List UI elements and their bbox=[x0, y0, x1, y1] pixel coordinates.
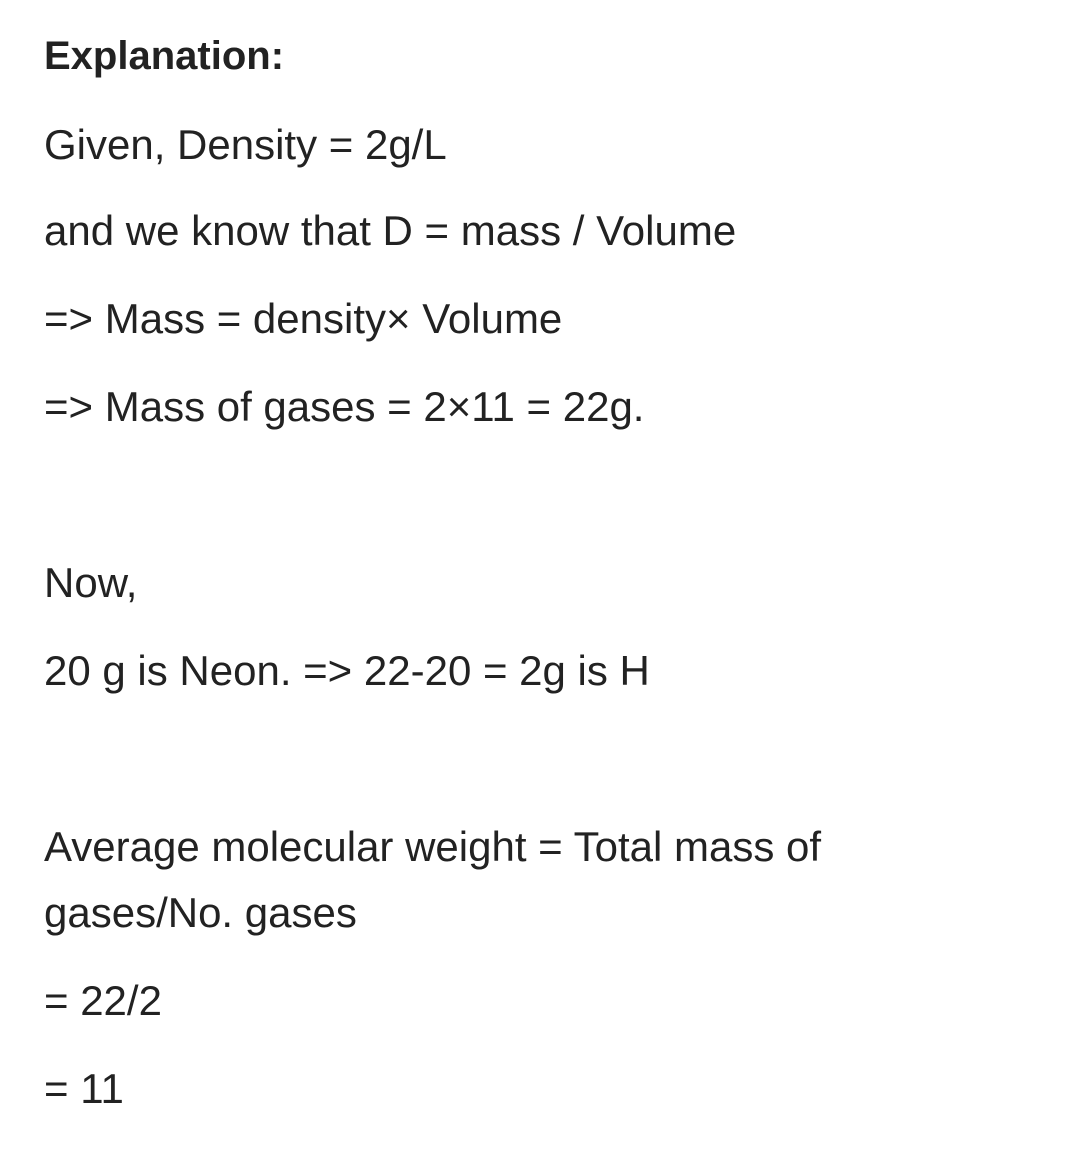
average-weight-continued-line: gases/No. gases bbox=[44, 889, 357, 936]
given-density-line: Given, Density = 2g/L bbox=[44, 121, 447, 168]
average-weight-line: Average molecular weight = Total mass of bbox=[44, 823, 822, 870]
mass-of-gases-line: => Mass of gases = 2×11 = 22g. bbox=[44, 383, 645, 430]
explanation-heading: Explanation: bbox=[44, 34, 285, 78]
now-line: Now, bbox=[44, 559, 138, 606]
mass-formula-line: => Mass = density× Volume bbox=[44, 295, 563, 342]
density-formula-line: and we know that D = mass / Volume bbox=[44, 207, 737, 254]
division-line: = 22/2 bbox=[44, 977, 162, 1024]
neon-hydrogen-line: 20 g is Neon. => 22-20 = 2g is H bbox=[44, 647, 650, 694]
result-line: = 11 bbox=[44, 1065, 124, 1112]
